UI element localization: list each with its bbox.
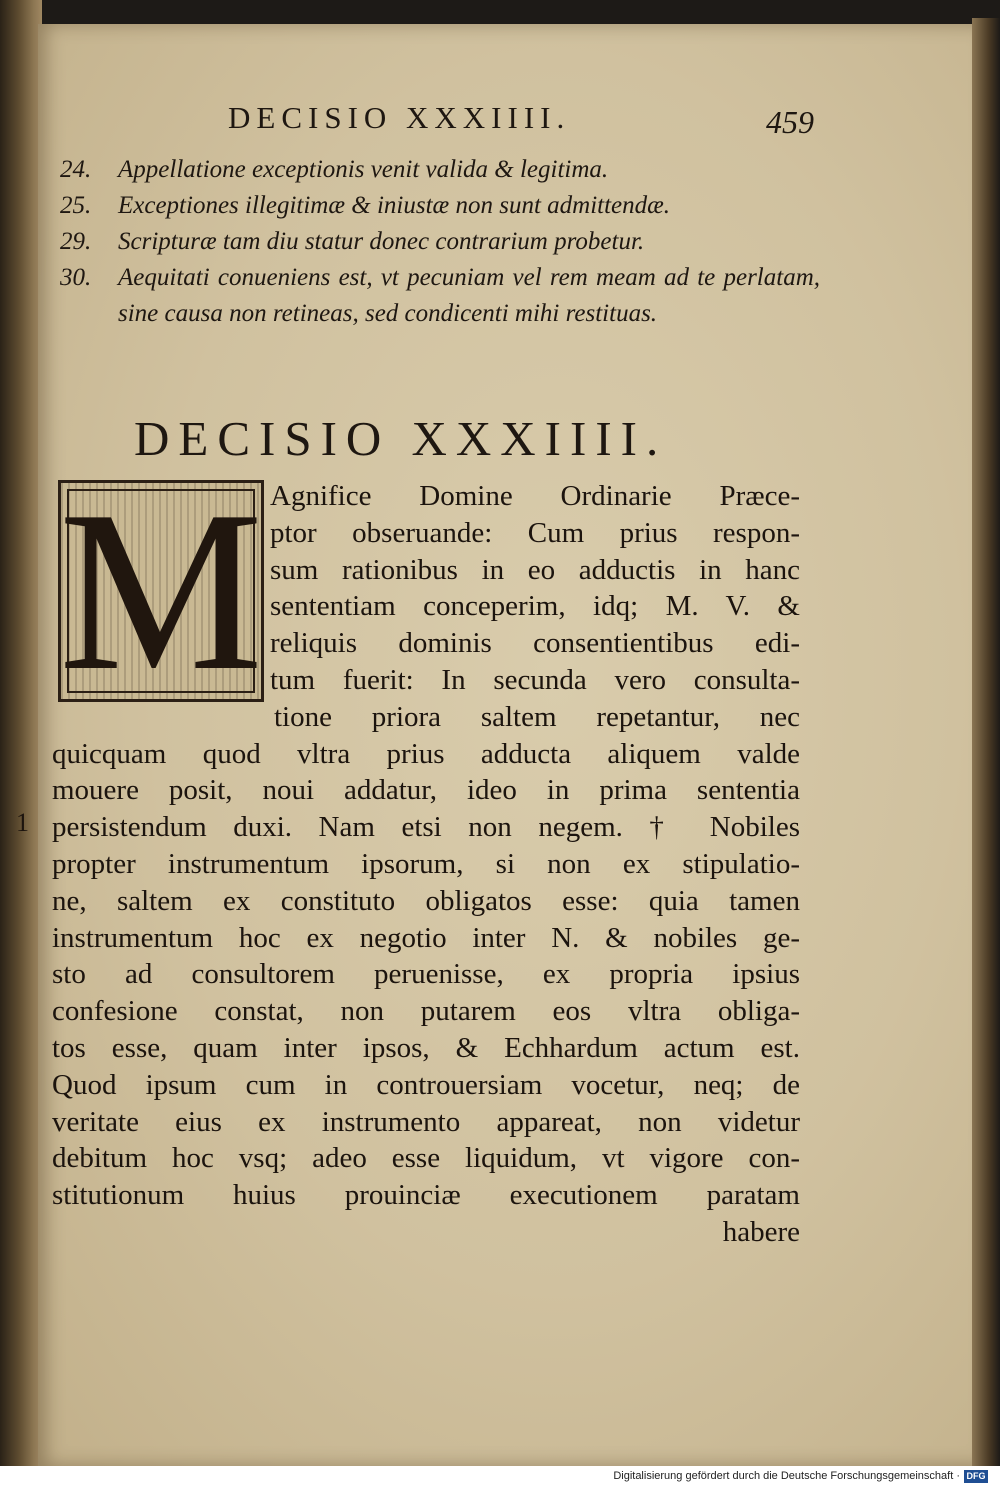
summary-item — [60, 152, 820, 188]
text-line: reliquis dominis consentientibus edi- — [270, 627, 800, 660]
margin-note: 1 — [16, 808, 29, 837]
summary-item — [60, 260, 820, 332]
text-line: stitutionum huius prouinciæ executionem paratam — [52, 1179, 800, 1212]
body-text — [52, 463, 800, 1251]
text-line: Agnifice Domine Ordinarie Præce- — [270, 480, 800, 512]
text-line: sum rationibus in eo adductis in hanc — [270, 553, 800, 586]
text-line: ne, saltem ex constituto obligatos esse: quia tamen — [52, 884, 800, 917]
footer-credit: Digitalisierung gefördert durch die Deutsche Forschungsgemeinschaft · — [613, 1470, 960, 1482]
text-line: tum fuerit: In secunda vero consulta- — [270, 663, 800, 696]
text-line: confesione constat, non putarem eos vltra obliga- — [52, 995, 800, 1028]
text-line: sententiam conceperim, idq; M. V. & — [270, 590, 800, 623]
summary-text: Exceptiones illegitimæ & iniustæ non sunt admittendæ. — [118, 192, 671, 219]
text-line: persistendum duxi. Nam etsi non negem. † Nobiles — [52, 811, 800, 844]
dfg-logo-icon: DFG — [964, 1470, 988, 1483]
text-line: ptor obseruande: Cum prius respon- — [270, 516, 800, 549]
text-line: quicquam quod vltra prius adducta aliquem valde — [52, 737, 800, 770]
running-title: DECISIO XXXIIII. — [228, 100, 571, 135]
text-line: mouere posit, noui addatur, ideo in prima sententia — [52, 774, 800, 807]
summary-item — [60, 224, 820, 260]
text-line: sto ad consultorem peruenisse, ex propria ipsius — [52, 958, 800, 991]
text-line: tione priora saltem repetantur, nec — [274, 700, 800, 733]
page-number: 459 — [766, 104, 814, 140]
summary-text: Scripturæ tam diu statur donec contrarium probetur. — [118, 228, 645, 255]
text-line: Quod ipsum cum in controuersiam vocetur, neq; de — [52, 1068, 800, 1101]
summary-list — [60, 152, 820, 332]
summary-number: 24. — [60, 156, 92, 183]
text-line: veritate eius ex instrumento appareat, non videtur — [52, 1105, 800, 1138]
book-edge-left — [0, 0, 42, 1466]
initial-letter: M — [58, 463, 264, 718]
catchword: habere — [722, 1215, 800, 1248]
text-line: instrumentum hoc ex negotio inter N. & nobiles ge- — [52, 921, 800, 954]
text-line: debitum hoc vsq; adeo esse liquidum, vt vigore con- — [52, 1142, 800, 1175]
section-heading: DECISIO XXXIIII. — [134, 411, 668, 466]
text-line: tos esse, quam inter ipsos, & Echhardum actum est. — [52, 1031, 800, 1064]
summary-item — [60, 188, 820, 224]
summary-number: 29. — [60, 228, 92, 255]
summary-number: 30. — [60, 264, 92, 291]
summary-number: 25. — [60, 192, 92, 219]
book-edge-right — [972, 18, 1000, 1468]
summary-text: Appellatione exceptionis venit valida & legitima. — [118, 156, 609, 183]
summary-text: Aequitati conueniens est, vt pecuniam vel rem meam ad te perlatam, sine causa non retineas, sed condicenti mihi restituas. — [118, 264, 820, 327]
text-line: propter instrumentum ipsorum, si non ex stipulatio- — [52, 847, 800, 880]
